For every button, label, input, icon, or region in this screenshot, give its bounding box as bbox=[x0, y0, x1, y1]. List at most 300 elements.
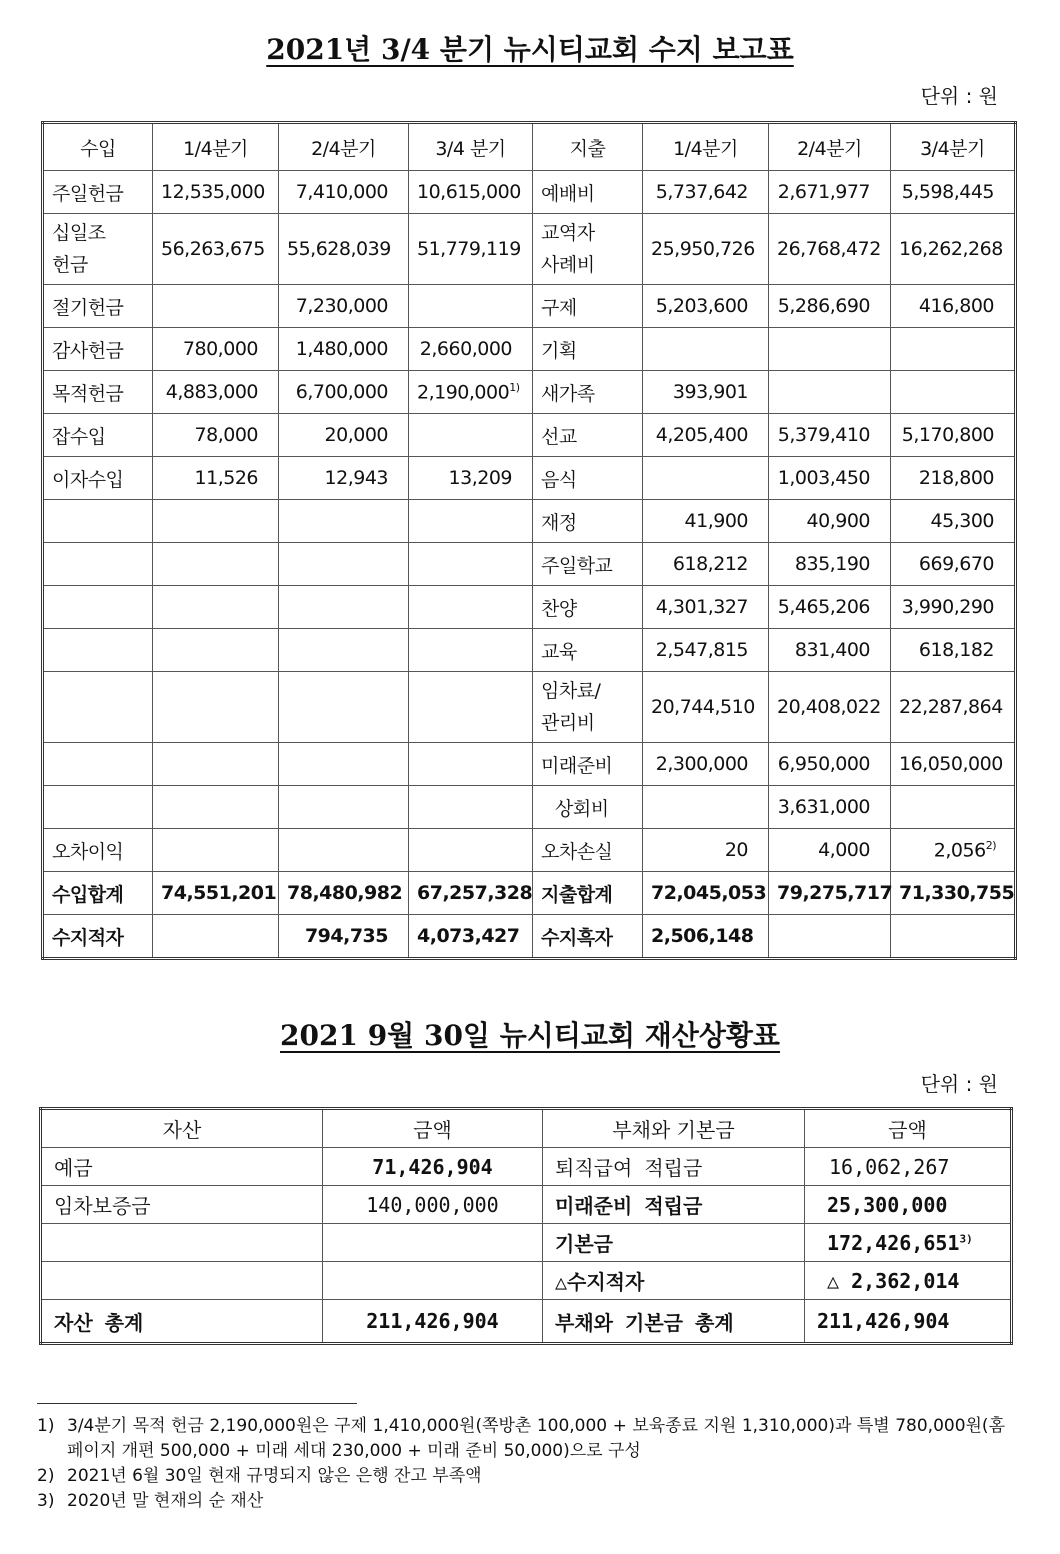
row-label bbox=[533, 371, 643, 414]
table-row bbox=[43, 543, 1016, 586]
row-label-text: 선교 bbox=[541, 425, 577, 448]
header-cell-text: 3/4 분기 bbox=[435, 137, 506, 160]
row-label bbox=[43, 171, 153, 214]
balance-amount bbox=[805, 1186, 1012, 1224]
amount-cell bbox=[891, 285, 1016, 328]
header-cell bbox=[643, 123, 769, 171]
amount-cell-text: 669,670 bbox=[918, 553, 994, 575]
amount-cell-text: 4,205,400 bbox=[655, 424, 748, 446]
balance-amount bbox=[323, 1224, 543, 1262]
footnote-rule bbox=[37, 1403, 357, 1404]
row-label bbox=[533, 672, 643, 743]
table-row bbox=[43, 214, 1016, 285]
footnote-text: 3/4분기 목적 헌금 2,190,000원은 구제 1,410,000원(쪽방촌 100,000 + 보육종료 지원 1,310,000)과 특별 780,000원(홈페이지 개편 500,000 + 미래 세대 230,000 + 미래 준비 50,000)으로 구성 bbox=[67, 1416, 1005, 1461]
table-row bbox=[43, 829, 1016, 872]
amount-cell-text: 2,547,815 bbox=[655, 639, 748, 661]
header-cell bbox=[891, 123, 1016, 171]
row-label bbox=[43, 786, 153, 829]
row-label bbox=[533, 171, 643, 214]
row-label bbox=[533, 829, 643, 872]
table-row bbox=[43, 786, 1016, 829]
footnote-text: 2021년 6월 30일 현재 규명되지 않은 은행 잔고 부족액 bbox=[67, 1466, 482, 1486]
table-row bbox=[43, 171, 1016, 214]
balance-label bbox=[41, 1148, 323, 1186]
row-label bbox=[533, 214, 643, 285]
amount-cell bbox=[409, 543, 533, 586]
amount-cell-text: 11,526 bbox=[194, 467, 258, 489]
header-cell bbox=[279, 123, 409, 171]
row-label-text: 주일학교 bbox=[541, 554, 613, 577]
balance-label bbox=[543, 1148, 805, 1186]
amount-cell-text: 20,000 bbox=[324, 424, 388, 446]
amount-cell bbox=[643, 915, 769, 959]
row-label-text: 오차손실 bbox=[541, 840, 613, 863]
amount-cell-text: 22,287,864 bbox=[899, 696, 1003, 718]
table-row bbox=[43, 586, 1016, 629]
header-cell bbox=[805, 1109, 1012, 1148]
row-label-text: 재정 bbox=[541, 511, 577, 534]
row-label bbox=[533, 500, 643, 543]
amount-cell bbox=[891, 786, 1016, 829]
amount-cell bbox=[153, 285, 279, 328]
amount-cell bbox=[279, 586, 409, 629]
amount-cell-text: 6,950,000 bbox=[777, 753, 870, 775]
row-label bbox=[43, 586, 153, 629]
row-label-text: 수지적자 bbox=[52, 926, 124, 949]
amount-cell bbox=[409, 214, 533, 285]
header-cell-text: 금액 bbox=[413, 1118, 452, 1142]
amount-cell-text: 2,671,977 bbox=[777, 181, 870, 203]
amount-cell bbox=[279, 829, 409, 872]
row-label-text: 이자수입 bbox=[52, 468, 124, 491]
row-label bbox=[533, 328, 643, 371]
balance-row bbox=[41, 1186, 1012, 1224]
amount-cell bbox=[769, 829, 891, 872]
amount-cell bbox=[891, 829, 1016, 872]
row-label-text: 지출합계 bbox=[541, 883, 613, 906]
balance-amount-text: 16,062,267 bbox=[829, 1154, 950, 1179]
table-row bbox=[43, 629, 1016, 672]
amount-cell bbox=[409, 786, 533, 829]
amount-cell-text: 5,203,600 bbox=[655, 295, 748, 317]
table-row bbox=[43, 371, 1016, 414]
row-label bbox=[533, 586, 643, 629]
header-cell bbox=[769, 123, 891, 171]
amount-cell bbox=[279, 786, 409, 829]
amount-cell bbox=[769, 672, 891, 743]
amount-cell bbox=[643, 543, 769, 586]
row-label-text: 오차이익 bbox=[52, 840, 124, 863]
amount-cell bbox=[279, 171, 409, 214]
row-label bbox=[43, 743, 153, 786]
amount-cell-text: 780,000 bbox=[182, 338, 258, 360]
total-label bbox=[543, 1300, 805, 1344]
amount-cell-text: 1,480,000 bbox=[295, 338, 388, 360]
row-label bbox=[43, 414, 153, 457]
header-cell-text: 부채와 기본금 bbox=[612, 1118, 735, 1142]
amount-cell bbox=[153, 829, 279, 872]
amount-cell bbox=[409, 500, 533, 543]
amount-cell bbox=[769, 414, 891, 457]
row-label-text: 교역자 사례비 bbox=[541, 222, 595, 276]
amount-cell bbox=[279, 328, 409, 371]
header-cell bbox=[323, 1109, 543, 1148]
income-expense-table bbox=[41, 121, 1017, 960]
amount-cell bbox=[153, 328, 279, 371]
amount-cell-text: 4,883,000 bbox=[165, 381, 258, 403]
amount-cell bbox=[279, 743, 409, 786]
row-label-text: 미래준비 bbox=[541, 754, 613, 777]
row-label bbox=[533, 285, 643, 328]
amount-cell bbox=[769, 500, 891, 543]
footnote-text: 2020년 말 현재의 순 재산 bbox=[67, 1491, 264, 1511]
footnote-number: 2) bbox=[37, 1466, 55, 1486]
balance-label bbox=[543, 1262, 805, 1300]
table-row bbox=[43, 672, 1016, 743]
amount-cell-text: 20,408,022 bbox=[777, 696, 881, 718]
row-label-text: 찬양 bbox=[541, 597, 577, 620]
row-label-text: 임차료/ 관리비 bbox=[541, 680, 601, 734]
amount-cell bbox=[279, 285, 409, 328]
amount-cell-text: 25,950,726 bbox=[651, 238, 755, 260]
amount-cell-text: 67,257,328 bbox=[417, 882, 533, 904]
amount-cell-text: 40,900 bbox=[806, 510, 870, 532]
amount-cell-text: 78,000 bbox=[194, 424, 258, 446]
amount-cell bbox=[153, 743, 279, 786]
balance-label-text: 예금 bbox=[54, 1156, 93, 1180]
amount-cell-text: 5,170,800 bbox=[901, 424, 994, 446]
amount-cell-text: 218,800 bbox=[918, 467, 994, 489]
balance-label bbox=[41, 1262, 323, 1300]
balance-label bbox=[543, 1186, 805, 1224]
amount-cell bbox=[409, 743, 533, 786]
header-cell-text: 1/4분기 bbox=[673, 137, 738, 160]
header-cell-text: 1/4분기 bbox=[183, 137, 248, 160]
balance-label bbox=[543, 1224, 805, 1262]
amount-cell bbox=[409, 629, 533, 672]
amount-cell-text: 5,379,410 bbox=[777, 424, 870, 446]
balance-amount-text: 25,300,000 bbox=[827, 1192, 948, 1217]
balance-amount bbox=[323, 1262, 543, 1300]
amount-cell bbox=[769, 743, 891, 786]
amount-cell bbox=[153, 786, 279, 829]
amount-cell bbox=[409, 328, 533, 371]
amount-cell bbox=[279, 543, 409, 586]
amount-cell bbox=[279, 915, 409, 959]
row-label bbox=[533, 629, 643, 672]
amount-cell-text: 12,943 bbox=[324, 467, 388, 489]
amount-cell-text: 41,900 bbox=[684, 510, 748, 532]
amount-cell-text: 1,003,450 bbox=[777, 467, 870, 489]
amount-cell bbox=[409, 829, 533, 872]
row-label-text: 잡수입 bbox=[52, 425, 106, 448]
amount-cell bbox=[153, 672, 279, 743]
amount-cell-text: 5,286,690 bbox=[777, 295, 870, 317]
footnote-ref-2: 2) bbox=[985, 838, 996, 852]
balance-label-text: 퇴직급여 적립금 bbox=[555, 1156, 703, 1180]
amount-cell bbox=[153, 371, 279, 414]
amount-cell-text: 7,230,000 bbox=[295, 295, 388, 317]
balance-label-text: 미래준비 적립금 bbox=[555, 1194, 703, 1218]
amount-cell bbox=[153, 586, 279, 629]
amount-cell bbox=[891, 915, 1016, 959]
amount-cell bbox=[279, 371, 409, 414]
balance-row bbox=[41, 1262, 1012, 1300]
row-label-text: 구제 bbox=[541, 296, 577, 319]
row-label-text: 예배비 bbox=[541, 182, 595, 205]
amount-cell-text: 56,263,675 bbox=[161, 238, 265, 260]
header-cell-text: 3/4분기 bbox=[920, 137, 985, 160]
amount-cell bbox=[643, 829, 769, 872]
row-label bbox=[43, 457, 153, 500]
amount-cell bbox=[891, 214, 1016, 285]
amount-cell-text: 20 bbox=[724, 839, 748, 861]
amount-cell-text: 26,768,472 bbox=[777, 238, 881, 260]
amount-cell-text: 2,300,000 bbox=[655, 753, 748, 775]
amount-cell bbox=[279, 214, 409, 285]
row-label bbox=[533, 872, 643, 915]
amount-cell-text: 794,735 bbox=[304, 925, 388, 947]
amount-cell bbox=[769, 786, 891, 829]
amount-cell bbox=[643, 586, 769, 629]
amount-cell-text: 4,301,327 bbox=[655, 596, 748, 618]
amount-cell bbox=[891, 457, 1016, 500]
amount-cell bbox=[153, 214, 279, 285]
amount-cell-text: 20,744,510 bbox=[651, 696, 755, 718]
amount-cell bbox=[891, 414, 1016, 457]
header-cell-text: 수입 bbox=[80, 137, 116, 160]
row-label-text: 상회비 bbox=[555, 797, 609, 820]
balance-amount-text: 172,426,651 bbox=[827, 1230, 960, 1255]
amount-cell bbox=[409, 872, 533, 915]
amount-cell-text: 12,535,000 bbox=[161, 181, 265, 203]
amount-cell bbox=[891, 872, 1016, 915]
amount-cell-text: 831,400 bbox=[794, 639, 870, 661]
table-row bbox=[43, 328, 1016, 371]
table-row bbox=[43, 457, 1016, 500]
amount-cell bbox=[643, 743, 769, 786]
row-label-text: 교육 bbox=[541, 640, 577, 663]
amount-cell-text: 393,901 bbox=[672, 381, 748, 403]
amount-cell-text: 618,212 bbox=[672, 553, 748, 575]
amount-cell-text: 45,300 bbox=[930, 510, 994, 532]
total-amount-text: 211,426,904 bbox=[366, 1309, 499, 1333]
header-cell bbox=[409, 123, 533, 171]
balance-amount bbox=[323, 1186, 543, 1224]
row-label bbox=[533, 457, 643, 500]
amount-cell bbox=[769, 285, 891, 328]
amount-cell bbox=[643, 500, 769, 543]
total-label bbox=[41, 1300, 323, 1344]
amount-cell-text: 7,410,000 bbox=[295, 181, 388, 203]
amount-cell bbox=[769, 371, 891, 414]
amount-cell bbox=[153, 915, 279, 959]
balance-header-row bbox=[41, 1109, 1012, 1148]
amount-cell-text: 2,660,000 bbox=[419, 338, 512, 360]
table-row bbox=[43, 743, 1016, 786]
row-label bbox=[43, 214, 153, 285]
header-cell bbox=[533, 123, 643, 171]
amount-cell bbox=[279, 872, 409, 915]
header-cell-text: 금액 bbox=[888, 1118, 927, 1142]
amount-cell bbox=[769, 629, 891, 672]
balance-label bbox=[41, 1186, 323, 1224]
row-label bbox=[533, 543, 643, 586]
balance-label-text: 임차보증금 bbox=[54, 1194, 151, 1218]
row-label-text: 주일헌금 bbox=[52, 182, 124, 205]
balance-amount-text: △ 2,362,014 bbox=[827, 1268, 960, 1293]
amount-cell-text: 2,056 bbox=[933, 839, 986, 862]
balance-amount bbox=[805, 1262, 1012, 1300]
amount-cell-text: 78,480,982 bbox=[287, 882, 403, 904]
report-title: 2021년 3/4 분기 뉴시티교회 수지 보고표 bbox=[266, 33, 794, 66]
amount-cell-text: 51,779,119 bbox=[417, 238, 521, 260]
amount-cell bbox=[891, 586, 1016, 629]
amount-cell-text: 4,000 bbox=[818, 839, 870, 861]
row-label-text: 음식 bbox=[541, 468, 577, 491]
footnote bbox=[37, 1464, 1005, 1489]
amount-cell bbox=[643, 285, 769, 328]
amount-cell bbox=[769, 171, 891, 214]
header-cell-text: 지출 bbox=[569, 137, 606, 160]
amount-cell bbox=[279, 672, 409, 743]
amount-cell-text: 2,190,000 bbox=[417, 381, 510, 404]
row-label bbox=[43, 328, 153, 371]
header-cell-text: 2/4분기 bbox=[311, 137, 376, 160]
header-cell bbox=[41, 1109, 323, 1148]
row-label bbox=[43, 285, 153, 328]
total-amount-text: 211,426,904 bbox=[817, 1309, 950, 1333]
row-label bbox=[43, 915, 153, 959]
amount-cell bbox=[769, 457, 891, 500]
amount-cell-text: 5,465,206 bbox=[777, 596, 870, 618]
amount-cell-text: 16,050,000 bbox=[899, 753, 1003, 775]
amount-cell bbox=[891, 629, 1016, 672]
row-label-text: 기획 bbox=[541, 339, 577, 362]
amount-cell bbox=[153, 872, 279, 915]
amount-cell bbox=[769, 543, 891, 586]
header-cell bbox=[43, 123, 153, 171]
row-label bbox=[43, 500, 153, 543]
footnote-ref-1: 1) bbox=[509, 380, 520, 394]
amount-cell-text: 3,631,000 bbox=[777, 796, 870, 818]
amount-cell bbox=[643, 214, 769, 285]
amount-cell bbox=[409, 371, 533, 414]
amount-cell-text: 416,800 bbox=[918, 295, 994, 317]
header-cell-text: 2/4분기 bbox=[797, 137, 862, 160]
footnotes bbox=[37, 1414, 1005, 1514]
balance-label-text: 기본금 bbox=[555, 1232, 613, 1256]
amount-cell bbox=[643, 371, 769, 414]
amount-cell-text: 3,990,290 bbox=[901, 596, 994, 618]
amount-cell bbox=[769, 586, 891, 629]
amount-cell-text: 5,737,642 bbox=[655, 181, 748, 203]
amount-cell bbox=[891, 171, 1016, 214]
amount-cell bbox=[643, 629, 769, 672]
row-label bbox=[43, 829, 153, 872]
balance-amount-text: 71,426,904 bbox=[372, 1154, 493, 1179]
table-row bbox=[43, 500, 1016, 543]
row-label bbox=[43, 543, 153, 586]
header-cell-text: 자산 bbox=[162, 1118, 202, 1142]
table-row bbox=[43, 915, 1016, 959]
footnote-number: 3) bbox=[37, 1491, 55, 1511]
amount-cell-text: 71,330,755 bbox=[899, 882, 1015, 904]
balance-row bbox=[41, 1148, 1012, 1186]
row-label bbox=[533, 786, 643, 829]
amount-cell bbox=[153, 414, 279, 457]
footnote bbox=[37, 1414, 1005, 1464]
balance-sheet-table bbox=[39, 1107, 1013, 1345]
amount-cell bbox=[279, 414, 409, 457]
amount-cell bbox=[409, 171, 533, 214]
amount-cell-text: 13,209 bbox=[448, 467, 512, 489]
total-label-text: 자산 총계 bbox=[54, 1310, 144, 1335]
row-label bbox=[43, 872, 153, 915]
amount-cell bbox=[643, 786, 769, 829]
amount-cell bbox=[891, 371, 1016, 414]
amount-cell bbox=[279, 500, 409, 543]
amount-cell bbox=[153, 500, 279, 543]
amount-cell bbox=[279, 629, 409, 672]
amount-cell bbox=[153, 629, 279, 672]
table-row bbox=[43, 414, 1016, 457]
amount-cell-text: 618,182 bbox=[918, 639, 994, 661]
row-label-text: 수지흑자 bbox=[541, 926, 613, 949]
amount-cell-text: 6,700,000 bbox=[295, 381, 388, 403]
table-header-row bbox=[43, 123, 1016, 171]
total-label-text: 부채와 기본금 총계 bbox=[555, 1310, 734, 1335]
amount-cell bbox=[643, 171, 769, 214]
amount-cell bbox=[891, 672, 1016, 743]
balance-total-row bbox=[41, 1300, 1012, 1344]
amount-cell bbox=[891, 743, 1016, 786]
amount-cell bbox=[409, 457, 533, 500]
amount-cell-text: 2,506,148 bbox=[651, 925, 754, 947]
amount-cell bbox=[769, 214, 891, 285]
amount-cell bbox=[409, 915, 533, 959]
row-label bbox=[533, 743, 643, 786]
amount-cell bbox=[891, 500, 1016, 543]
amount-cell bbox=[643, 414, 769, 457]
amount-cell bbox=[153, 543, 279, 586]
amount-cell bbox=[769, 872, 891, 915]
amount-cell bbox=[769, 328, 891, 371]
table-row bbox=[43, 285, 1016, 328]
row-label-text: 새가족 bbox=[541, 382, 595, 405]
header-cell bbox=[153, 123, 279, 171]
amount-cell bbox=[769, 915, 891, 959]
row-label-text: 감사헌금 bbox=[52, 339, 124, 362]
amount-cell bbox=[279, 457, 409, 500]
amount-cell-text: 5,598,445 bbox=[901, 181, 994, 203]
balance-amount bbox=[805, 1148, 1012, 1186]
report-unit: 단위 : 원 bbox=[920, 84, 998, 108]
balance-amount bbox=[323, 1148, 543, 1186]
row-label bbox=[533, 414, 643, 457]
balance-label bbox=[41, 1224, 323, 1262]
amount-cell bbox=[643, 457, 769, 500]
total-amount bbox=[805, 1300, 1012, 1344]
header-cell bbox=[543, 1109, 805, 1148]
amount-cell-text: 4,073,427 bbox=[417, 925, 520, 947]
row-label bbox=[43, 629, 153, 672]
balance-label-text: △수지적자 bbox=[555, 1270, 645, 1294]
footnote bbox=[37, 1489, 1005, 1514]
balance-row bbox=[41, 1224, 1012, 1262]
amount-cell bbox=[643, 872, 769, 915]
amount-cell-text: 835,190 bbox=[794, 553, 870, 575]
